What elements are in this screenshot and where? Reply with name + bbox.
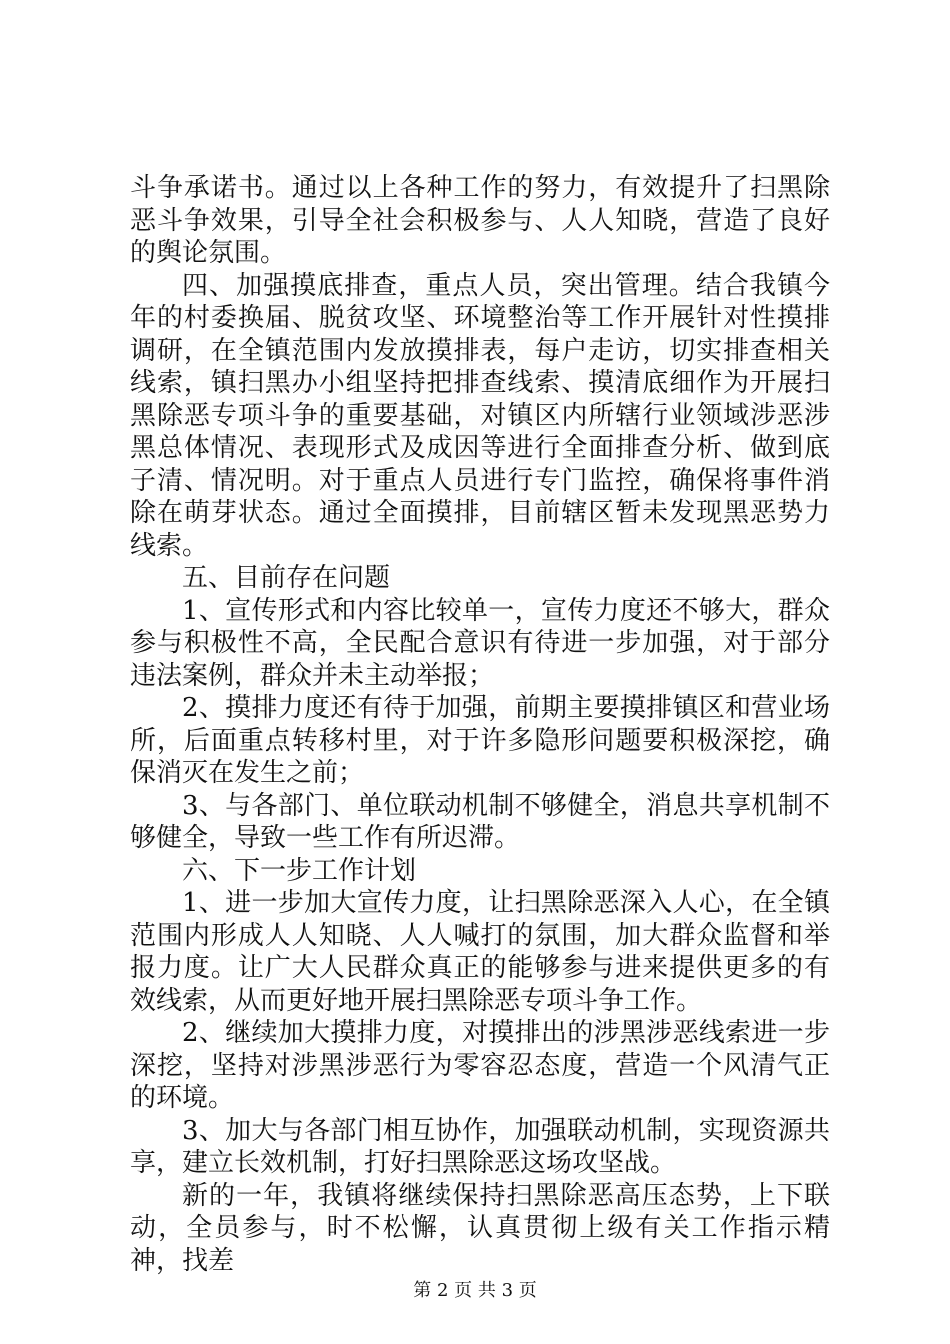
body-text	[130, 172, 830, 1277]
paragraph: 2、继续加大摸排力度，对摸排出的涉黑涉恶线索进一步深挖，坚持对涉黑涉恶行为零容忍态度，营造一个风清气正的环境。	[130, 1018, 830, 1113]
section-heading: 六、下一步工作计划	[182, 855, 417, 886]
paragraph: 1、进一步加大宣传力度，让扫黑除恶深入人心，在全镇范围内形成人人知晓、人人喊打的氛围，加大群众监督和举报力度。让广大人民群众真正的能够参与进来提供更多的有效线索，从而更好地开展扫黑除恶专项斗争工作。	[130, 888, 830, 1016]
paragraph: 3、加大与各部门相互协作，加强联动机制，实现资源共享，建立长效机制，打好扫黑除恶这场攻坚战。	[130, 1115, 830, 1178]
paragraph: 新的一年，我镇将继续保持扫黑除恶高压态势，上下联动，全员参与，时不松懈，认真贯彻上级有关工作指示精神，找差	[130, 1180, 830, 1276]
page-number-footer: 第 2 页 共 3 页	[413, 1280, 537, 1301]
paragraph: 3、与各部门、单位联动机制不够健全，消息共享机制不够健全，导致一些工作有所迟滞。	[130, 790, 830, 853]
section-heading: 五、目前存在问题	[182, 563, 391, 593]
paragraph: 四、加强摸底排查，重点人员，突出管理。结合我镇今年的村委换届、脱贫攻坚、环境整治等工作开展针对性摸排调研，在全镇范围内发放摸排表，每户走访，切实排查相关线索，镇扫黑办小组坚持把排查线索、摸清底细作为开展扫黑除恶专项斗争的重要基础，对镇区内所辖行业领域涉恶涉黑总体情况、表现形式及成因等进行全面排查分析、做到底子清、情况明。对于重点人员进行专门监控，确保将事件消除在萌芽状态。通过全面摸排，目前辖区暂未发现黑恶势力线索。	[130, 270, 830, 561]
paragraph: 2、摸排力度还有待于加强，前期主要摸排镇区和营业场所，后面重点转移村里，对于许多隐形问题要积极深挖，确保消灭在发生之前；	[130, 693, 830, 788]
paragraph: 斗争承诺书。通过以上各种工作的努力，有效提升了扫黑除恶斗争效果，引导全社会积极参与、人人知晓，营造了良好的舆论氛围。	[130, 173, 830, 268]
paragraph: 1、宣传形式和内容比较单一，宣传力度还不够大，群众参与积极性不高，全民配合意识有待进一步加强，对于部分违法案例，群众并未主动举报；	[130, 595, 830, 691]
